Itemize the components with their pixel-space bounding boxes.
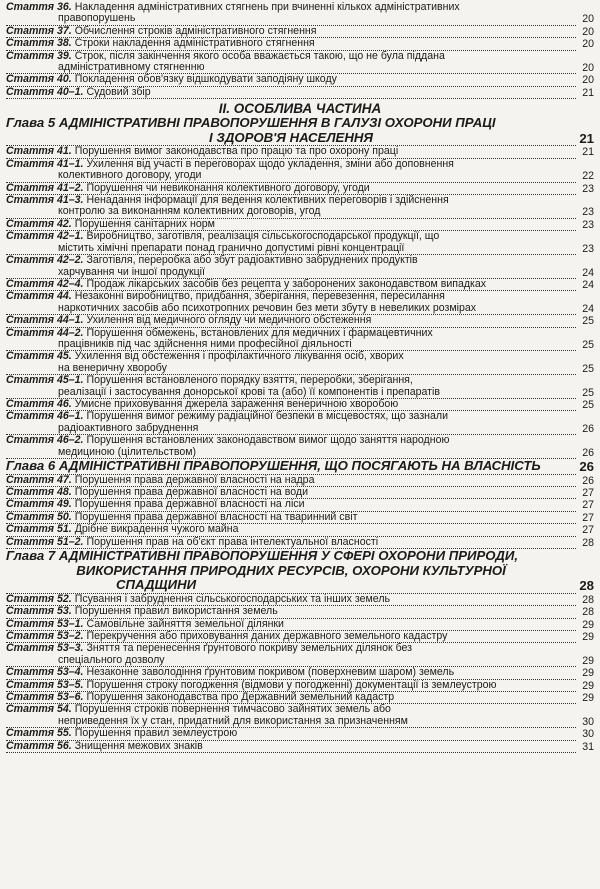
article-number: Стаття 42. [6,217,72,230]
article-number: Стаття 38. [6,37,72,50]
article-number: Стаття 46. [6,397,72,410]
toc-entry [6,231,594,255]
article-number: Стаття 36. [6,1,72,13]
article-number: Стаття 41–2. [6,181,84,194]
toc-entry [6,643,594,667]
article-title-line: Ухилення від обстеження і профілактичного лікування осіб, хворих [74,350,404,363]
article-title-line: Порушення права державної власності на тваринний світ [74,510,358,523]
toc-entry [6,375,594,399]
article-number: Стаття 53–6. [6,691,84,704]
article-title-line: Судовий збір [86,85,151,98]
toc-entry [6,255,594,279]
toc-entry [6,741,594,753]
toc-entry [6,704,594,728]
page-number: 27 [582,499,594,512]
article-title-line: Порушення строку погодження (відмови у погодженні) документації із землеустрою [86,678,497,691]
chapter-6-title: Глава 6 АДМІНІСТРАТИВНІ ПРАВОПОРУШЕННЯ, ЩО ПОСЯГАЮТЬ НА ВЛАСНІСТЬ [6,459,576,475]
page-number: 26 [582,422,594,435]
page-number: 21 [582,146,594,159]
article-number: Стаття 42–4. [6,277,84,290]
article-number: Стаття 53–3. [6,642,84,655]
page-number: 30 [582,728,594,741]
article-title-line: Порушення чи невиконання колективного договору, угоди [86,181,370,194]
article-title-line: Незаконні виробництво, придбання, зберігання, перевезення, пересилання [74,290,445,303]
article-title-line: Порушення обмежень, встановлених для медичних і фармацевтичних [86,326,433,339]
article-number: Стаття 48. [6,486,72,498]
page-number: 25 [582,315,594,328]
page-number: 29 [582,654,594,667]
article-number: Стаття 39. [6,49,72,62]
article-title-line: адміністративному стягненню [58,61,205,74]
article-number: Стаття 47. [6,473,72,486]
article-title-line: Незаконне заволодіння ґрунтовим покривом (поверхневим шаром) земель [86,666,455,679]
article-number: Стаття 40. [6,73,72,86]
article-number: Стаття 45–1. [6,374,84,387]
article-title-line: Строки накладення адміністративного стягнення [74,37,315,50]
article-number: Стаття 41. [6,145,72,158]
page-number: 23 [582,242,594,255]
article-title-line: Продаж лікарських засобів без рецепта у заборонених законодавством випадках [86,277,487,290]
article-title-line: Порушення встановленого порядку взяття, переробки, зберігання, [86,374,413,387]
article-title-line: Ухилення від медичного огляду чи медичного обстеження [86,314,372,327]
page-number: 29 [582,618,594,631]
chapter-7-page: 28 [579,578,594,594]
article-number: Стаття 44–1. [6,314,84,327]
page-number: 29 [582,667,594,680]
article-title-line: харчування чи іншої продукції [58,265,205,278]
article-title-line: Порушення вимог законодавства про працю та про охорону праці [74,145,399,158]
page-number: 25 [582,398,594,411]
page-number: 27 [582,487,594,499]
article-title-line: Порушення строків повернення тимчасово зайнятих земель або [74,703,391,716]
page-number: 25 [582,362,594,375]
page-number: 29 [582,692,594,705]
article-title-line: наркотичних засобів або психотропних речовин без мети збуту в невеликих розмірах [58,301,477,314]
article-number: Стаття 53. [6,605,72,618]
article-title-line: Умисне приховування джерела зараження венеричною хворобою [74,397,399,410]
page-number: 23 [582,182,594,195]
article-title-line: Строк, після закінчення якого особа вважається такою, що не була піддана [74,49,445,62]
article-number: Стаття 55. [6,727,72,740]
page-number: 28 [582,606,594,619]
chapter-7-title-line1: Глава 7 АДМІНІСТРАТИВНІ ПРАВОПОРУШЕННЯ У СФЕРІ ОХОРОНИ ПРИРОДИ, [6,548,519,564]
chapter-7-title-line3: СПАДЩИНИ [6,578,576,594]
page-number: 25 [582,386,594,399]
article-title-line: радіоактивного забруднення [58,421,199,434]
toc-entry [6,2,594,26]
toc-entry [6,51,594,75]
page-number: 26 [582,446,594,459]
chapter-5-title-line1: Глава 5 АДМІНІСТРАТИВНІ ПРАВОПОРУШЕННЯ В ГАЛУЗІ ОХОРОНИ ПРАЦІ [6,115,496,131]
chapter-5-heading [6,116,594,146]
toc-entry [6,159,594,183]
article-title-line: реалізації і застосування донорської крові та (або) її компонентів і препаратів [58,385,441,398]
article-title-line: містить хімічні препарати понад гранично допустимі рівні концентрації [58,241,405,254]
article-number: Стаття 40–1. [6,85,84,98]
chapter-7-title-line2: ВИКОРИСТАННЯ ПРИРОДНИХ РЕСУРСІВ, ОХОРОНИ КУЛЬТУРНОЇ [76,562,506,578]
article-number: Стаття 53–1. [6,617,84,630]
page-number: 20 [582,62,594,75]
chapter-5-title-line2: І ЗДОРОВ'Я НАСЕЛЕННЯ [6,131,576,147]
article-number: Стаття 51–2. [6,535,84,548]
toc-entry [6,291,594,315]
article-title-line: Заготівля, переробка або збут радіоактивно забруднених продуктів [86,254,418,267]
article-title-line: Порушення санітарних норм [74,217,215,230]
page-number: 28 [582,536,594,549]
article-title-line: медициною (цілительством) [58,445,197,458]
article-title-line: Порушення права державної власності на води [74,486,309,498]
article-title-line: Самовільне зайняття земельної ділянки [86,617,284,630]
page-number: 25 [582,338,594,351]
article-number: Стаття 51. [6,523,72,536]
chapter-5-page: 21 [579,130,594,146]
article-number: Стаття 53–5. [6,678,84,691]
chapter-6-heading [6,459,594,475]
toc-group-chapter-6 [6,475,594,549]
page-number: 30 [582,715,594,728]
toc-entry [6,195,594,219]
page-number: 29 [582,631,594,644]
page-number: 24 [582,302,594,315]
article-title-line: Зняття та перенесення ґрунтового покриву земельних ділянок без [86,642,413,655]
article-number: Стаття 53–4. [6,666,84,679]
page-number: 28 [582,593,594,606]
page-number: 20 [582,25,594,38]
article-title-line: Знищення межових знаків [74,739,203,752]
toc-entry [6,411,594,435]
page-number: 31 [582,740,594,753]
article-number: Стаття 42–2. [6,254,84,267]
article-number: Стаття 53–2. [6,630,84,643]
article-title-line: спеціального дозволу [58,653,165,666]
toc-group-general-part [6,2,594,99]
chapter-6-page: 26 [579,459,594,474]
article-title-line: Порушення встановлених законодавством вимог щодо заняття народною [86,434,450,447]
article-title-line: Порушення законодавства про Державний земельний кадастр [86,691,395,704]
toc-entry [6,351,594,375]
toc-group-chapter-7 [6,594,594,753]
page-number: 27 [582,524,594,537]
article-number: Стаття 56. [6,739,72,752]
article-number: Стаття 49. [6,498,72,511]
page-number: 29 [582,679,594,692]
article-number: Стаття 44. [6,290,72,303]
article-title-line: Порушення правил землеустрою [74,727,238,740]
article-title-line: Виробництво, заготівля, реалізація сільськогосподарської продукції, що [86,230,440,243]
page-number: 20 [582,74,594,87]
section-title: II. ОСОБЛИВА ЧАСТИНА [218,101,382,117]
page-number: 20 [582,38,594,51]
article-number: Стаття 52. [6,592,72,605]
article-number: Стаття 37. [6,24,72,37]
article-title-line: Накладення адміністративних стягнень при вчиненні кількох адміністративних [74,1,460,13]
article-title-line: Порушення правил використання земель [74,605,278,618]
page-number: 27 [582,511,594,524]
article-number: Стаття 45. [6,350,72,363]
article-title-line: Порушення права державної власності на ліси [74,498,305,511]
article-title-line: Ухилення від участі в переговорах щодо укладення, зміни або доповнення [86,157,454,170]
article-title-line: Псування і забруднення сільськогосподарських та інших земель [74,592,391,605]
toc-group-chapter-5 [6,146,594,459]
article-title-line: Порушення вимог режиму радіаційної безпеки в місцевостях, що зазнали [86,410,449,423]
article-title-line: колективного договору, угоди [58,169,202,182]
article-number: Стаття 41–1. [6,157,84,170]
toc-entry [6,435,594,459]
article-number: Стаття 50. [6,510,72,523]
page-number: 26 [582,474,594,487]
article-title-line: працівників під час здійснення ними професійної діяльності [58,337,352,350]
article-title-line: неприведення їх у стан, придатний для використання за призначенням [58,714,408,727]
chapter-7-heading [6,549,594,594]
article-title-line: правопорушень [58,12,136,25]
article-title-line: на венеричну хворобу [58,361,167,374]
page-number: 20 [582,13,594,26]
article-number: Стаття 41–3. [6,194,84,207]
article-number: Стаття 54. [6,703,72,716]
article-title-line: Покладення обов'язку відшкодувати заподіяну шкоду [74,73,337,86]
article-title-line: Дрібне викрадення чужого майна [74,523,239,536]
page-number: 24 [582,278,594,291]
article-title-line: контролю за виконанням колективних договорів, угод [58,205,321,218]
toc-entry [6,328,594,352]
article-number: Стаття 44–2. [6,326,84,339]
article-title-line: Перекручення або приховування даних державного земельного кадастру [86,630,448,643]
article-title-line: Ненадання інформації для ведення колективних переговорів і здійснення [86,194,449,207]
article-number: Стаття 46–2. [6,434,84,447]
article-number: Стаття 42–1. [6,230,84,243]
article-title-line: Порушення права державної власності на надра [74,473,315,486]
article-title-line: Порушення прав на об'єкт права інтелектуальної власності [86,535,379,548]
page-number: 24 [582,266,594,279]
page-number: 21 [582,86,594,99]
page-number: 23 [582,218,594,231]
article-number: Стаття 46–1. [6,410,84,423]
page-number: 22 [582,170,594,183]
toc-entry [6,87,594,99]
article-title-line: Обчислення строків адміністративного стягнення [74,24,317,37]
page-number: 23 [582,206,594,219]
